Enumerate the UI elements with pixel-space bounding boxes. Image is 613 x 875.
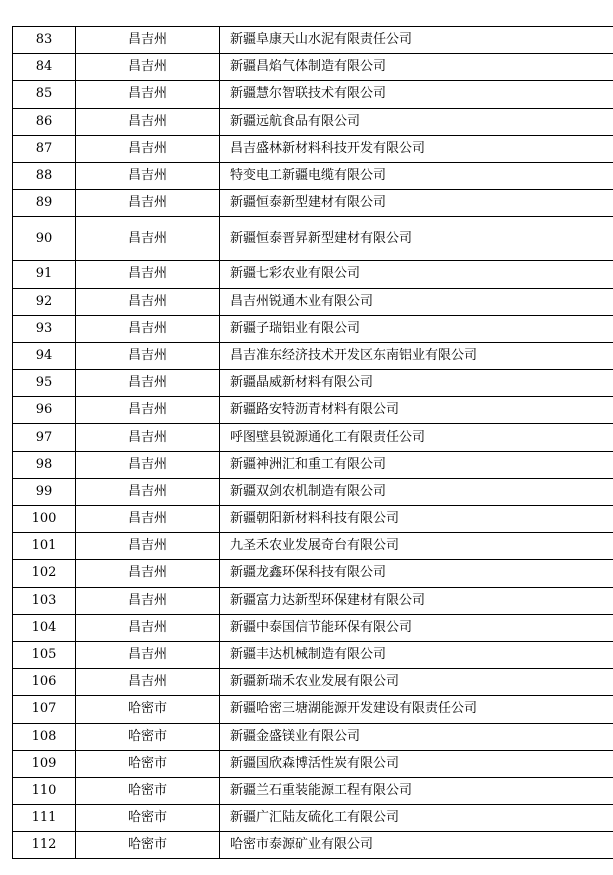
row-number-cell: 88 — [13, 162, 76, 189]
table-row — [13, 723, 613, 750]
region-cell: 昌吉州 — [76, 478, 220, 505]
table-body — [13, 27, 613, 859]
region-cell: 昌吉州 — [76, 81, 220, 108]
table-row — [13, 587, 613, 614]
company-name-cell: 昌吉准东经济技术开发区东南铝业有限公司 — [220, 342, 613, 369]
table-row — [13, 478, 613, 505]
row-number-cell: 104 — [13, 614, 76, 641]
company-name-cell: 新疆富力达新型环保建材有限公司 — [220, 587, 613, 614]
region-cell: 昌吉州 — [76, 587, 220, 614]
company-name-cell: 昌吉州锐通木业有限公司 — [220, 288, 613, 315]
company-name-cell: 新疆兰石重装能源工程有限公司 — [220, 777, 613, 804]
table-row — [13, 805, 613, 832]
table-row — [13, 696, 613, 723]
row-number-cell: 91 — [13, 261, 76, 288]
company-name-cell: 新疆昌焰气体制造有限公司 — [220, 54, 613, 81]
row-number-cell: 110 — [13, 777, 76, 804]
company-list-table — [12, 26, 613, 859]
row-number-cell: 102 — [13, 560, 76, 587]
region-cell: 昌吉州 — [76, 27, 220, 54]
row-number-cell: 112 — [13, 832, 76, 859]
table-row — [13, 135, 613, 162]
row-number-cell: 101 — [13, 533, 76, 560]
table-row — [13, 451, 613, 478]
company-name-cell: 新疆龙鑫环保科技有限公司 — [220, 560, 613, 587]
table-row — [13, 81, 613, 108]
company-name-cell: 哈密市泰源矿业有限公司 — [220, 832, 613, 859]
row-number-cell: 90 — [13, 217, 76, 261]
company-name-cell: 新疆阜康天山水泥有限责任公司 — [220, 27, 613, 54]
region-cell: 昌吉州 — [76, 108, 220, 135]
company-name-cell: 新疆国欣森博活性炭有限公司 — [220, 750, 613, 777]
region-cell: 昌吉州 — [76, 424, 220, 451]
row-number-cell: 93 — [13, 315, 76, 342]
company-name-cell: 昌吉盛林新材料科技开发有限公司 — [220, 135, 613, 162]
region-cell: 昌吉州 — [76, 641, 220, 668]
company-name-cell: 新疆慧尔智联技术有限公司 — [220, 81, 613, 108]
row-number-cell: 85 — [13, 81, 76, 108]
region-cell: 昌吉州 — [76, 614, 220, 641]
region-cell: 昌吉州 — [76, 261, 220, 288]
company-name-cell: 新疆丰达机械制造有限公司 — [220, 641, 613, 668]
table-row — [13, 669, 613, 696]
region-cell: 哈密市 — [76, 777, 220, 804]
table-row — [13, 506, 613, 533]
row-number-cell: 100 — [13, 506, 76, 533]
table-row — [13, 424, 613, 451]
region-cell: 昌吉州 — [76, 315, 220, 342]
table-row — [13, 162, 613, 189]
table-row — [13, 108, 613, 135]
row-number-cell: 98 — [13, 451, 76, 478]
table-row — [13, 777, 613, 804]
row-number-cell: 99 — [13, 478, 76, 505]
row-number-cell: 95 — [13, 370, 76, 397]
company-name-cell: 新疆恒泰新型建材有限公司 — [220, 190, 613, 217]
row-number-cell: 87 — [13, 135, 76, 162]
row-number-cell: 92 — [13, 288, 76, 315]
company-name-cell: 新疆路安特沥青材料有限公司 — [220, 397, 613, 424]
row-number-cell: 84 — [13, 54, 76, 81]
region-cell: 昌吉州 — [76, 669, 220, 696]
region-cell: 昌吉州 — [76, 560, 220, 587]
table-row — [13, 614, 613, 641]
row-number-cell: 105 — [13, 641, 76, 668]
row-number-cell: 94 — [13, 342, 76, 369]
company-name-cell: 新疆子瑞铝业有限公司 — [220, 315, 613, 342]
company-name-cell: 新疆远航食品有限公司 — [220, 108, 613, 135]
table-row — [13, 261, 613, 288]
region-cell: 昌吉州 — [76, 288, 220, 315]
company-name-cell: 呼图壁县锐源通化工有限责任公司 — [220, 424, 613, 451]
region-cell: 昌吉州 — [76, 451, 220, 478]
table-row — [13, 641, 613, 668]
table-row — [13, 370, 613, 397]
row-number-cell: 108 — [13, 723, 76, 750]
table-row — [13, 750, 613, 777]
table-row — [13, 217, 613, 261]
region-cell: 哈密市 — [76, 832, 220, 859]
row-number-cell: 107 — [13, 696, 76, 723]
company-name-cell: 新疆新瑞禾农业发展有限公司 — [220, 669, 613, 696]
region-cell: 昌吉州 — [76, 190, 220, 217]
company-name-cell: 新疆神洲汇和重工有限公司 — [220, 451, 613, 478]
company-name-cell: 新疆双剑农机制造有限公司 — [220, 478, 613, 505]
table-row — [13, 342, 613, 369]
region-cell: 昌吉州 — [76, 162, 220, 189]
row-number-cell: 106 — [13, 669, 76, 696]
region-cell: 昌吉州 — [76, 397, 220, 424]
table-row — [13, 832, 613, 859]
table-row — [13, 190, 613, 217]
region-cell: 昌吉州 — [76, 135, 220, 162]
row-number-cell: 111 — [13, 805, 76, 832]
company-name-cell: 新疆七彩农业有限公司 — [220, 261, 613, 288]
region-cell: 昌吉州 — [76, 370, 220, 397]
table-row — [13, 397, 613, 424]
row-number-cell: 97 — [13, 424, 76, 451]
table-row — [13, 560, 613, 587]
company-name-cell: 九圣禾农业发展奇台有限公司 — [220, 533, 613, 560]
table-row — [13, 288, 613, 315]
row-number-cell: 96 — [13, 397, 76, 424]
company-name-cell: 新疆朝阳新材料科技有限公司 — [220, 506, 613, 533]
row-number-cell: 83 — [13, 27, 76, 54]
table-row — [13, 315, 613, 342]
row-number-cell: 103 — [13, 587, 76, 614]
company-name-cell: 新疆广汇陆友硫化工有限公司 — [220, 805, 613, 832]
region-cell: 昌吉州 — [76, 533, 220, 560]
company-name-cell: 新疆中泰国信节能环保有限公司 — [220, 614, 613, 641]
table-row — [13, 54, 613, 81]
table-row — [13, 27, 613, 54]
region-cell: 哈密市 — [76, 805, 220, 832]
company-name-cell: 新疆恒泰晋昇新型建材有限公司 — [220, 217, 613, 261]
row-number-cell: 109 — [13, 750, 76, 777]
region-cell: 昌吉州 — [76, 506, 220, 533]
region-cell: 哈密市 — [76, 723, 220, 750]
region-cell: 昌吉州 — [76, 342, 220, 369]
table-row — [13, 533, 613, 560]
region-cell: 哈密市 — [76, 696, 220, 723]
company-name-cell: 特变电工新疆电缆有限公司 — [220, 162, 613, 189]
region-cell: 哈密市 — [76, 750, 220, 777]
company-name-cell: 新疆哈密三塘湖能源开发建设有限责任公司 — [220, 696, 613, 723]
row-number-cell: 86 — [13, 108, 76, 135]
company-name-cell: 新疆晶威新材料有限公司 — [220, 370, 613, 397]
region-cell: 昌吉州 — [76, 217, 220, 261]
company-name-cell: 新疆金盛镁业有限公司 — [220, 723, 613, 750]
region-cell: 昌吉州 — [76, 54, 220, 81]
row-number-cell: 89 — [13, 190, 76, 217]
